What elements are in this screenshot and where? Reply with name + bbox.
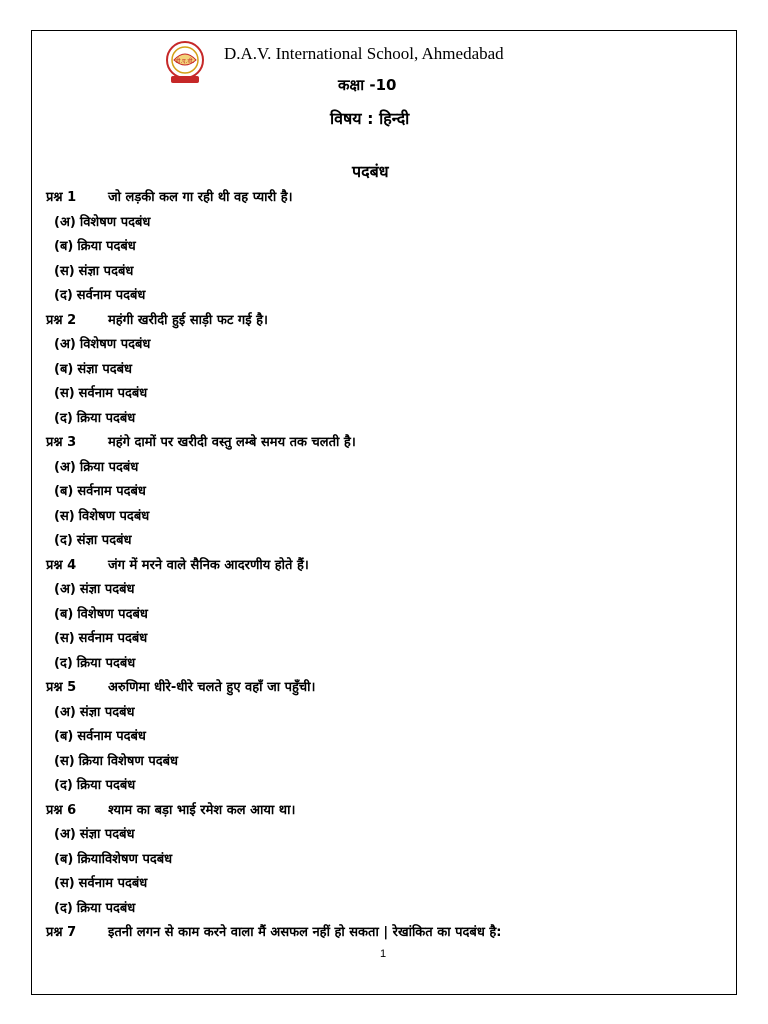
question-text: अरुणिमा धीरे-धीरे चलते हुए वहाँ जा पहुँची। [108,680,316,695]
document-header [0,0,768,140]
option-text: संज्ञा पदबंध [76,533,132,548]
option-text: विशेषण पदबंध [79,337,151,352]
school-logo-icon [160,40,210,86]
option-text: विशेषण पदबंध [79,214,151,230]
answer-option [46,456,726,481]
option-label: (ब) [54,729,74,744]
answer-option [46,603,726,628]
option-text: क्रियाविशेषण पदबंध [77,851,173,867]
answer-option [46,872,726,897]
question-text: महंगे दामों पर खरीदी वस्तु लम्बे समय तक चलती है। [108,435,356,450]
option-text: सर्वनाम पदबंध [78,631,148,646]
option-label: (स) [54,876,75,891]
answer-option [46,235,726,260]
question-number: प्रश्न 4 [46,557,77,573]
answer-option [46,848,726,873]
option-text: सर्वनाम पदबंध [78,876,148,891]
question-number: प्रश्न 7 [46,925,77,940]
option-text: क्रिया पदबंध [76,900,136,916]
answer-option [46,652,726,677]
subject-line: विषय : हिन्दी [330,109,410,128]
option-text: संज्ञा पदबंध [79,827,135,842]
answer-option [46,358,726,383]
page-number: 1 [380,948,387,960]
question-text: जो लड़की कल गा रही थी वह प्यारी है। [108,190,293,205]
option-label: (अ) [54,582,76,597]
question-number: प्रश्न 2 [46,312,77,328]
question-text: श्याम का बड़ा भाई रमेश कल आया था। [108,802,296,818]
logo-text: डी.ए.वी. [175,58,195,65]
option-text: क्रिया पदबंध [76,410,136,426]
option-label: (अ) [54,827,76,842]
question-number: प्रश्न 5 [46,680,77,695]
question-text: महंगी खरीदी हुई साड़ी फट गई है। [108,312,268,328]
option-label: (ब) [54,361,74,377]
option-label: (ब) [54,484,74,499]
answer-option [46,578,726,603]
option-label: (अ) [54,704,76,720]
question-line [46,186,726,211]
option-text: सर्वनाम पदबंध [78,386,148,401]
answer-option [46,897,726,922]
option-label: (स) [54,263,75,279]
answer-option [46,505,726,530]
school-name: D.A.V. International School, Ahmedabad [224,44,504,63]
question-number: प्रश्न 1 [46,190,77,205]
question-line [46,921,726,946]
question-list [46,186,726,946]
answer-option [46,529,726,554]
option-text: विशेषण पदबंध [77,606,148,622]
answer-option [46,774,726,799]
answer-option [46,382,726,407]
answer-option [46,725,726,750]
option-label: (ब) [54,606,74,622]
answer-option [46,823,726,848]
question-number: प्रश्न 6 [46,802,77,818]
option-text: सर्वनाम पदबंध [77,484,146,499]
question-line [46,554,726,579]
answer-option [46,750,726,775]
answer-option [46,260,726,285]
answer-option [46,333,726,358]
answer-option [46,407,726,432]
option-label: (द) [54,900,73,916]
option-text: सर्वनाम पदबंध [77,729,146,744]
option-label: (द) [54,410,73,426]
question-line [46,309,726,334]
option-label: (द) [54,533,73,548]
option-label: (स) [54,753,75,769]
question-text: इतनी लगन से काम करने वाला मैं असफल नहीं हो सकता | रेखांकित का पदबंध है: [108,925,502,940]
option-text: विशेषण पदबंध [78,508,150,524]
answer-option [46,627,726,652]
option-label: (अ) [54,459,76,475]
option-text: संज्ञा पदबंध [78,263,134,279]
option-label: (स) [54,631,75,646]
question-line [46,676,726,701]
option-label: (द) [54,778,73,793]
answer-option [46,701,726,726]
option-label: (स) [54,508,75,524]
answer-option [46,211,726,236]
option-text: क्रिया पदबंध [76,778,136,793]
question-number: प्रश्न 3 [46,435,77,450]
question-text: जंग में मरने वाले सैनिक आदरणीय होते हैं। [108,557,309,573]
option-label: (ब) [54,851,74,867]
option-text: क्रिया विशेषण पदबंध [78,753,179,769]
option-label: (द) [54,655,73,671]
option-label: (द) [54,288,73,303]
answer-option [46,284,726,309]
topic-title: पदबंध [352,162,389,181]
question-line [46,799,726,824]
option-text: क्रिया पदबंध [79,459,139,475]
option-text: संज्ञा पदबंध [79,704,135,720]
option-label: (अ) [54,214,76,230]
option-label: (अ) [54,337,76,352]
question-line [46,431,726,456]
option-text: संज्ञा पदबंध [77,361,133,377]
option-text: संज्ञा पदबंध [79,582,135,597]
option-label: (स) [54,386,75,401]
option-label: (ब) [54,239,74,254]
option-text: क्रिया पदबंध [76,655,136,671]
answer-option [46,480,726,505]
class-line: कक्षा -10 [338,76,397,94]
option-text: सर्वनाम पदबंध [76,288,146,303]
option-text: क्रिया पदबंध [77,239,136,254]
